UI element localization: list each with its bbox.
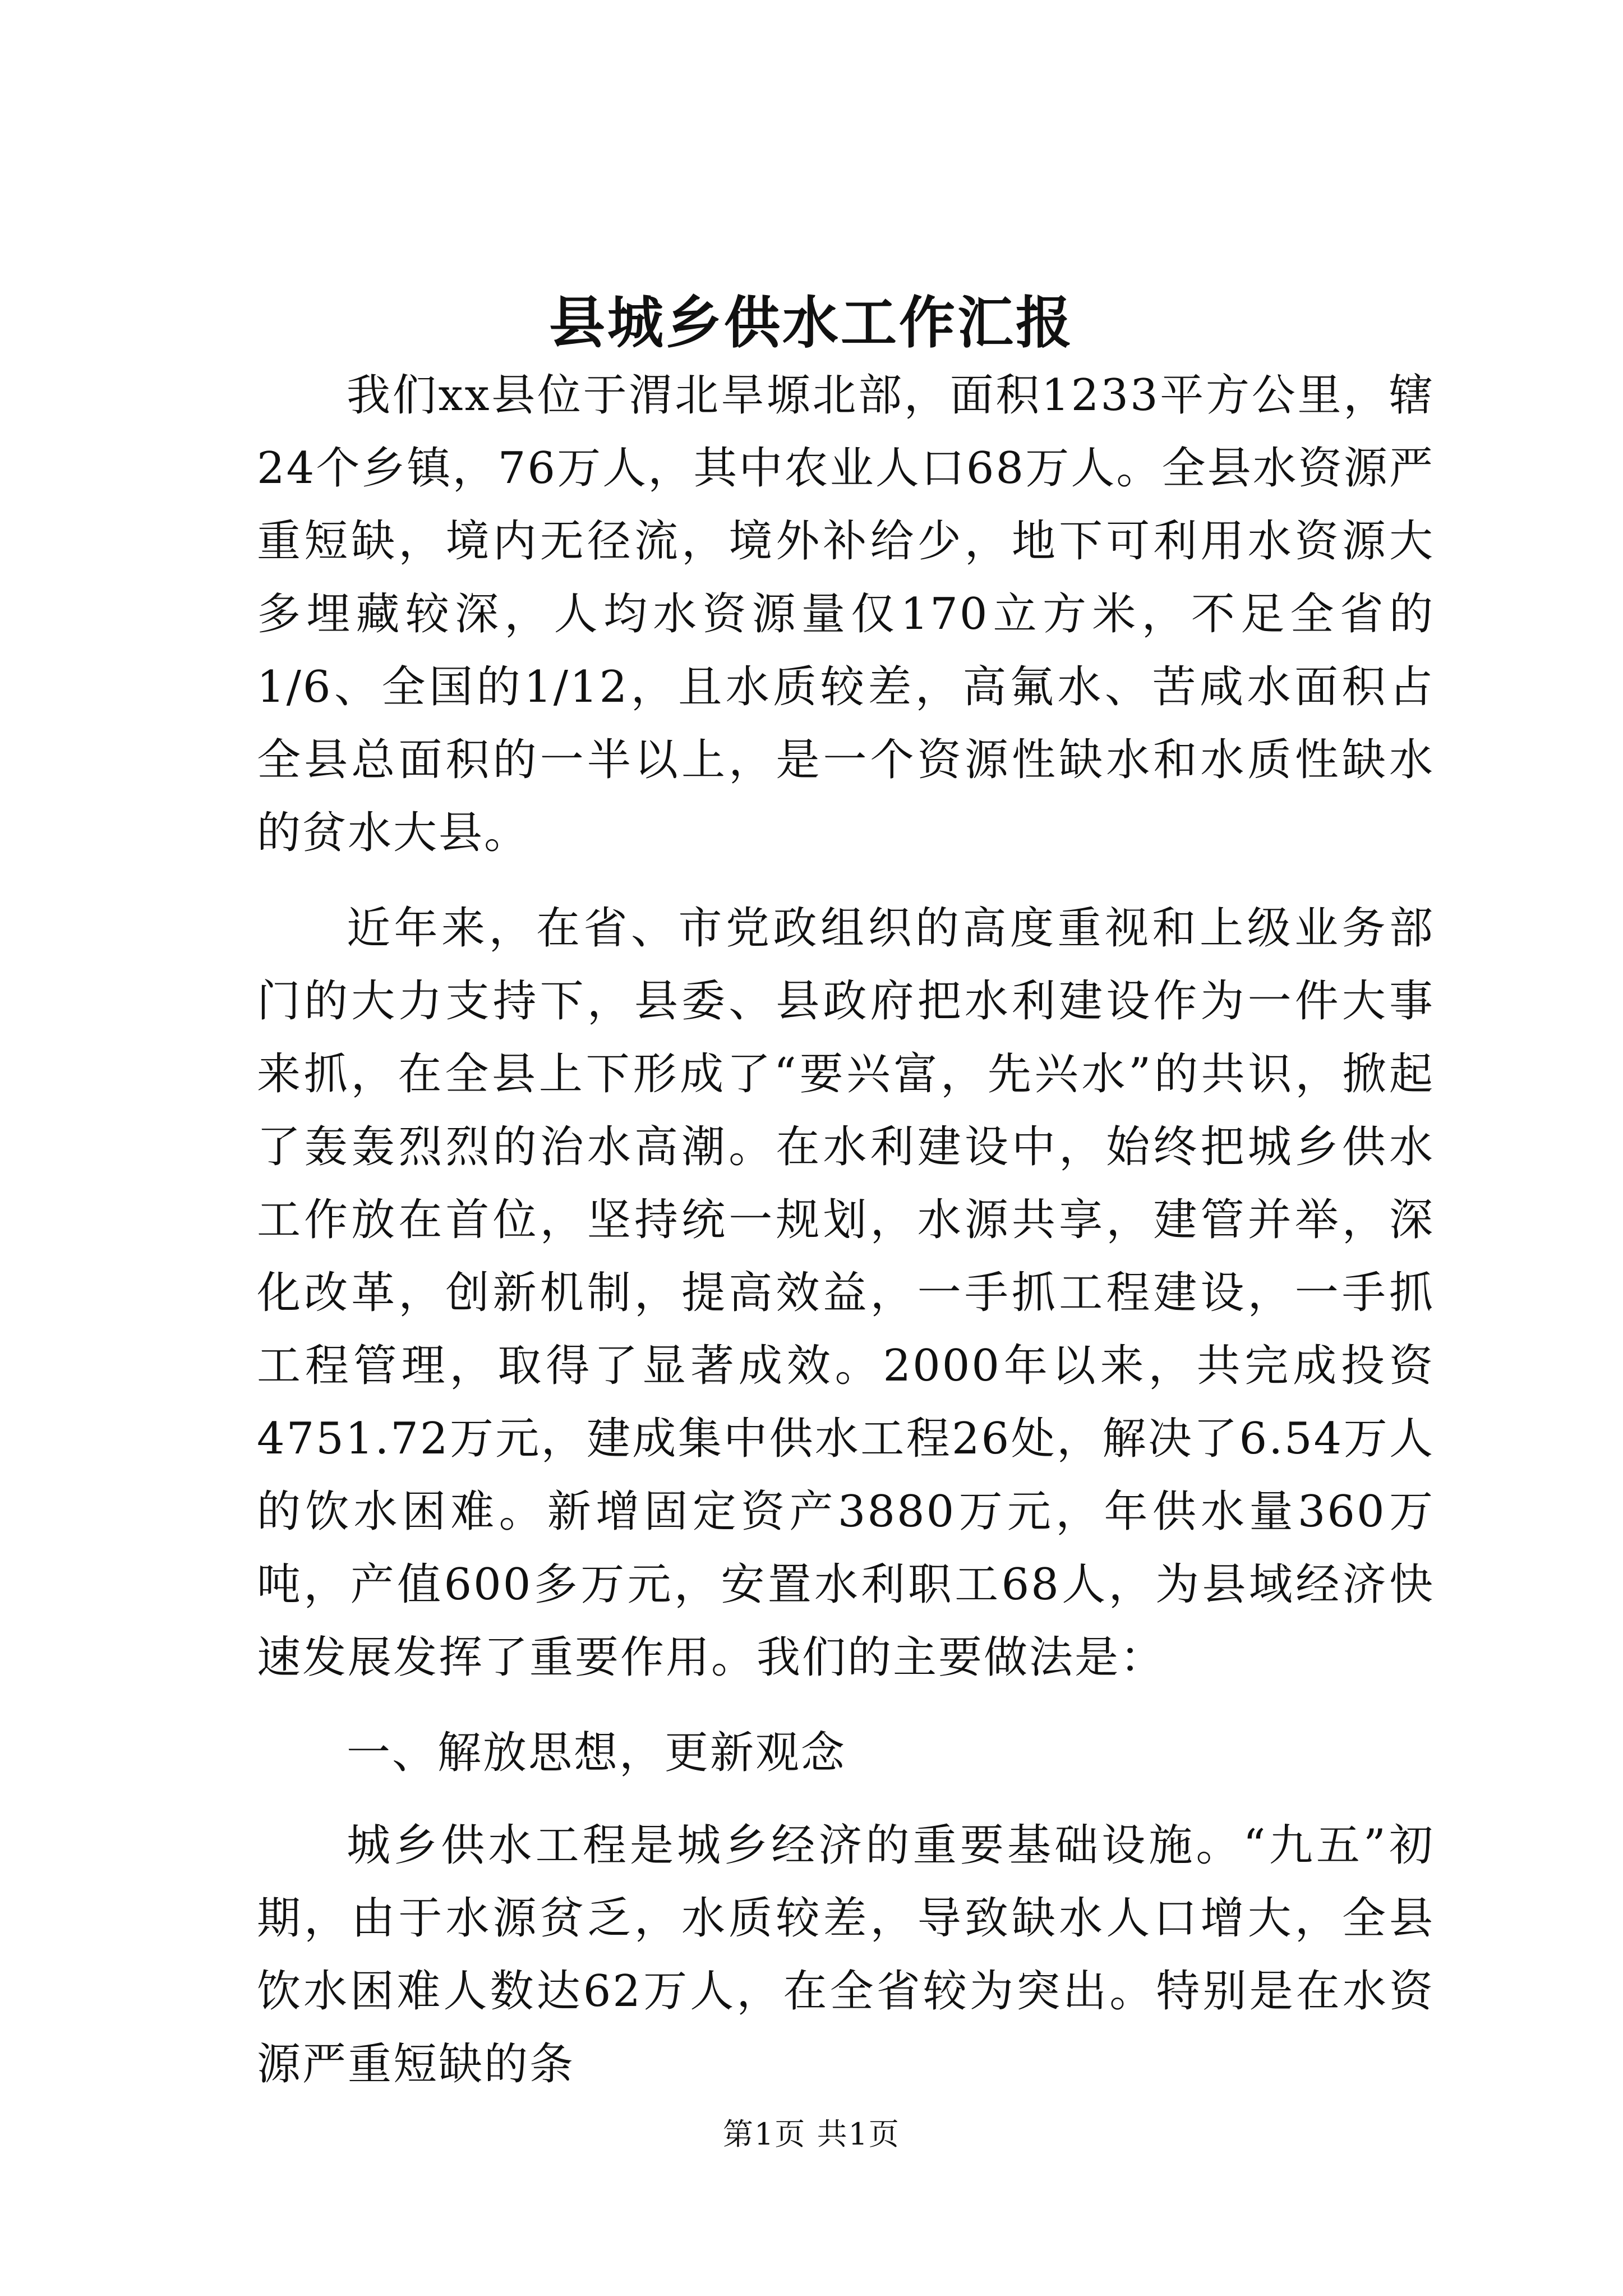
section-heading: 一、解放思想，更新观念	[347, 1728, 847, 1778]
document-title: 县城乡供水工作汇报	[549, 289, 1074, 356]
paragraph-county-overview: 我们xx县位于渭北旱塬北部，面积1233平方公里，辖24个乡镇，76万人，其中农业人口68万人。全县水资源严重短缺，境内无径流，境外补给少，地下可利用水资源大多埋藏较深，人均水资源量仅170立方米，不足全省的1/6、全国的1/12，且水质较差，高氟水、苦咸水面积占全县总面积的一半以上，是一个资源性缺水和水质性缺水的贫水大县。	[257, 370, 1435, 858]
page-footer: 第1页 共1页	[723, 2116, 900, 2152]
paragraph-section-one: 城乡供水工程是城乡经济的重要基础设施。“九五”初期，由于水源贫乏，水质较差，导致缺水人口增大，全县饮水困难人数达62万人，在全省较为突出。特别是在水资源严重短缺的条	[257, 1820, 1435, 2090]
paragraph-recent-achievements: 近年来，在省、市党政组织的高度重视和上级业务部门的大力支持下，县委、县政府把水利建设作为一件大事来抓，在全县上下形成了“要兴富，先兴水”的共识，掀起了轰轰烈烈的治水高潮。在水利建设中，始终把城乡供水工作放在首位，坚持统一规划，水源共享，建管并举，深化改革，创新机制，提高效益，一手抓工程建设，一手抓工程管理，取得了显著成效。2000年以来，共完成投资4751.72万元，建成集中供水工程26处，解决了6.54万人的饮水困难。新增固定资产3880万元，年供水量360万吨，产值600多万元，安置水利职工68人，为县域经济快速发展发挥了重要作用。我们的主要做法是：	[257, 903, 1435, 1683]
document-body	[257, 359, 1435, 2123]
